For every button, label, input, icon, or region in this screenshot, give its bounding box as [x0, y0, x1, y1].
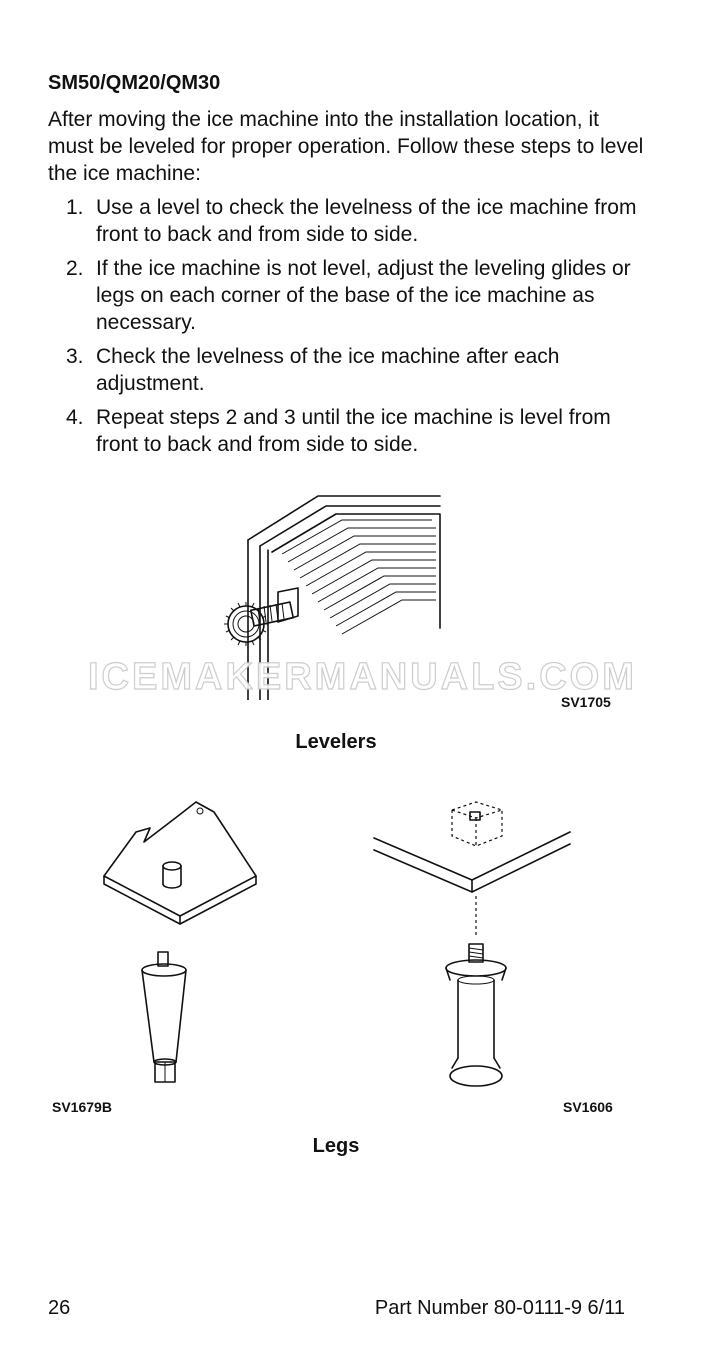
step-number: 2. [66, 257, 84, 280]
mounting-plate [104, 802, 256, 924]
step-text: Repeat steps 2 and 3 until the ice machine is level from front to back and from side to side. [96, 406, 611, 456]
step-item [66, 404, 656, 458]
tapered-leg-illustration [96, 798, 276, 1088]
intro-paragraph: After moving the ice machine into the installation location, it must be leveled for proper operation. Follow these steps to level the ice machine: [48, 108, 644, 185]
screw-leg [446, 944, 506, 1086]
steps-list [66, 194, 656, 465]
threaded-stem [251, 602, 293, 626]
caption-levelers: Levelers [295, 731, 377, 753]
tapered-leg [142, 952, 186, 1082]
figure-code-leg-left: SV1679B [52, 1099, 112, 1115]
step-number: 4. [66, 406, 84, 429]
step-number: 1. [66, 196, 84, 219]
step-text: Use a level to check the levelness of the ice machine from front to back and from side to side. [96, 196, 637, 246]
screw-leg-illustration [368, 792, 578, 1102]
page-number: 26 [48, 1297, 71, 1319]
section-heading: SM50/QM20/QM30 [48, 72, 221, 94]
figure-code-levelers: SV1705 [561, 694, 611, 710]
part-number: Part Number 80-0111-9 6/11 [374, 1297, 625, 1319]
cabinet-base [374, 832, 570, 892]
threaded-insert [452, 802, 502, 846]
step-item [66, 194, 656, 248]
step-item [66, 255, 656, 336]
step-text: If the ice machine is not level, adjust the leveling glides or legs on each corner of the base of the ice machine as necessary. [96, 257, 631, 334]
step-number: 3. [66, 345, 84, 368]
figure-code-leg-right: SV1606 [563, 1099, 613, 1115]
caption-legs: Legs [312, 1135, 360, 1157]
step-text: Check the levelness of the ice machine after each adjustment. [96, 345, 560, 395]
step-item [66, 343, 656, 397]
watermark-text: ICEMAKERMANUALS.COM [88, 656, 637, 698]
